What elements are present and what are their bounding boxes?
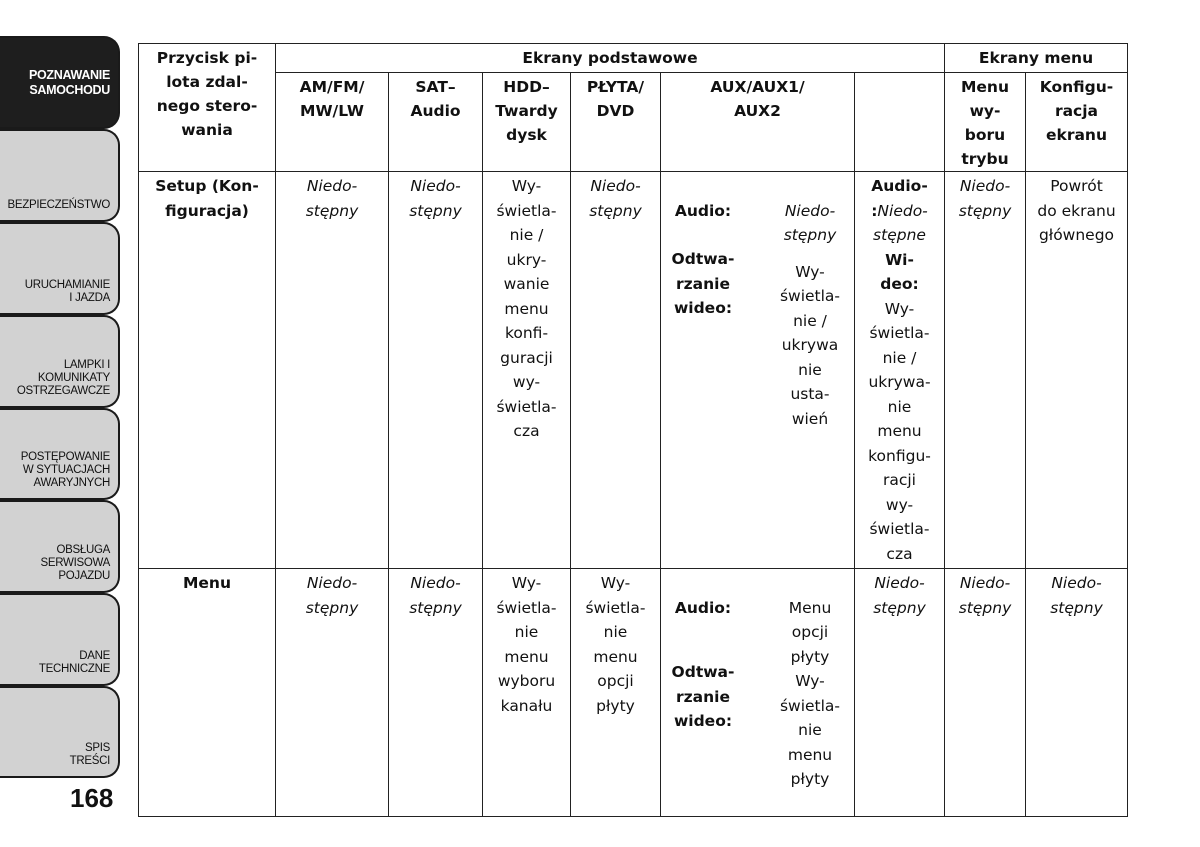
cell-setup-menu-wyboru: Niedo- stępny [945,172,1026,569]
cell-setup-aux [661,172,855,569]
aux-video-label: Odtwa- rzanie wideo: [671,250,735,317]
cell-menu-menu-wyboru: Niedo- stępny [945,569,1026,817]
page-number: 168 [70,783,114,813]
cell-setup-extra [855,172,945,569]
cell-setup-konfiguracja: Powrót do ekranu głównego [1026,172,1128,569]
extra-video-label: Wi- deo: [880,250,919,293]
row-label-setup: Setup (Kon- figuracja) [139,172,276,569]
header-hdd: HDD– Twardy dysk [483,73,571,172]
tab-label: DANE TECHNICZNE [38,650,110,675]
cell-setup-amfm: Niedo- stępny [276,172,389,569]
header-group-basic-screens: Ekrany podstawowe [276,44,945,73]
aux-audio-value: Niedo- stępny [783,201,837,244]
header-remote-button: Przycisk pi- lota zdal- nego stero- wania [139,44,276,172]
tab-label: OBSŁUGA SERWISOWA POJAZDU [40,544,110,582]
tab-label: SPIS TREŚCI [69,742,110,767]
row-label-menu: Menu [139,569,276,817]
header-group-menu-screens: Ekrany menu [945,44,1128,73]
extra-video-value: Wy- świetla- nie / ukrywa- nie menu konfigu- racji wy- świetla- cza [868,299,931,563]
cell-menu-plyta: Wy- świetla- nie menu opcji płyty [571,569,661,817]
cell-menu-aux [661,569,855,817]
header-aux: AUX/AUX1/ AUX2 [661,73,855,172]
cell-menu-konfiguracja: Niedo- stępny [1026,569,1128,817]
cell-setup-plyta: Niedo- stępny [571,172,661,569]
tab-obsluga-serwisowa[interactable] [0,500,120,593]
extra-audio-value: Niedo- stępne [873,201,928,244]
cell-setup-hdd: Wy- świetla- nie / ukry- wanie menu konfi- guracji wy- świetla- cza [483,172,571,569]
header-menu-wyboru: Menu wy- boru trybu [945,73,1026,172]
table-row [139,569,1128,817]
tab-bezpieczenstwo[interactable] [0,129,120,222]
cell-menu-amfm: Niedo- stępny [276,569,389,817]
tab-label: URUCHAMIANIE I JAZDA [24,279,110,304]
tab-poznawanie-samochodu[interactable] [0,36,120,129]
cell-menu-hdd: Wy- świetla- nie menu wyboru kanału [483,569,571,817]
tab-label: POZNAWANIE SAMOCHODU [28,67,110,97]
header-blank [855,73,945,172]
remote-buttons-table [138,43,1128,817]
header-amfm: AM/FM/ MW/LW [276,73,389,172]
aux-audio-label: Audio: [674,598,732,617]
tab-spis-tresci[interactable] [0,686,120,778]
tab-lampki-i-komunikaty[interactable] [0,315,120,408]
header-konfiguracja: Konfigu- racja ekranu [1026,73,1128,172]
aux-video-value: Wy- świetla- nie menu płyty [779,672,841,788]
aux-video-value: Wy- świetla- nie / ukrywa nie usta- wień [779,262,841,428]
tab-label: POSTĘPOWANIE W SYTUACJACH AWARYJNYCH [20,451,110,489]
cell-setup-sat: Niedo- stępny [389,172,483,569]
tab-postepowanie-awaryjne[interactable] [0,408,120,500]
header-sat: SAT– Audio [389,73,483,172]
aux-audio-value: Menu opcji płyty [788,598,832,666]
cell-menu-sat: Niedo- stępny [389,569,483,817]
tab-label: BEZPIECZEŃSTWO [7,199,110,211]
aux-video-label: Odtwa- rzanie wideo: [671,663,735,730]
remote-buttons-table-wrap [138,43,1128,817]
tab-uruchamianie-i-jazda[interactable] [0,222,120,315]
cell-menu-extra: Niedo- stępny [855,569,945,817]
extra-audio-label: Audio- : [871,177,928,220]
table-row [139,172,1128,569]
aux-audio-label: Audio: [674,201,732,220]
tab-dane-techniczne[interactable] [0,593,120,686]
header-plyta: PŁYTA/ DVD [571,73,661,172]
tab-label: LAMPKI I KOMUNIKATY OSTRZEGAWCZE [16,359,110,397]
